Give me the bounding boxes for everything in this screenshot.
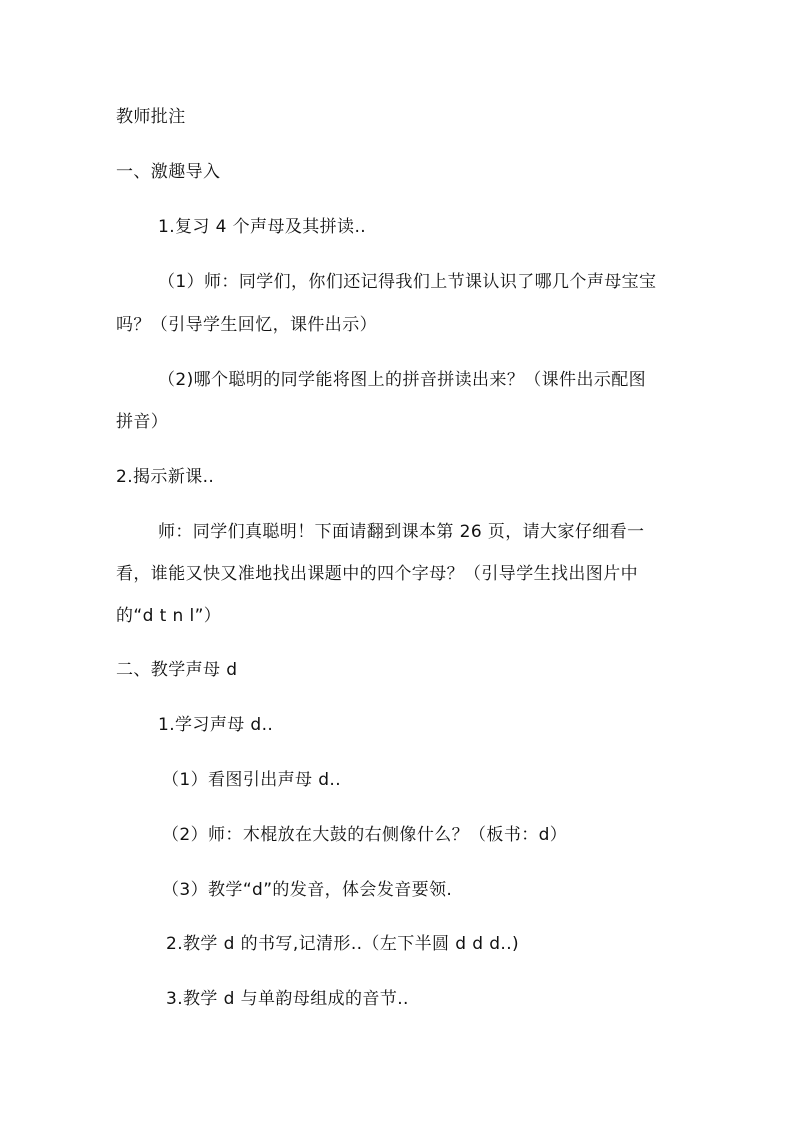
list-item: （1）看图引出声母 d.. bbox=[162, 770, 342, 790]
subsection-2-3: 3.教学 d 与单韵母组成的音节.. bbox=[166, 989, 409, 1009]
list-item: （3）教学“d”的发音，体会发音要领. bbox=[162, 880, 453, 900]
subsection-1-1: 1.复习 4 个声母及其拼读.. bbox=[158, 217, 367, 237]
paragraph-line: 吗？（引导学生回忆，课件出示） bbox=[116, 315, 377, 335]
notes-heading: 教师批注 bbox=[116, 107, 186, 127]
list-item: （2）师：木棍放在大鼓的右侧像什么？（板书：d） bbox=[162, 825, 568, 845]
section-heading-1: 一、激趣导入 bbox=[116, 162, 221, 182]
paragraph-line: 的“d t n l”） bbox=[116, 606, 222, 626]
paragraph-line: （2)哪个聪明的同学能将图上的拼音拼读出来？（课件出示配图 bbox=[158, 370, 647, 390]
paragraph-line: （1）师：同学们，你们还记得我们上节课认识了哪几个声母宝宝 bbox=[158, 272, 657, 292]
subsection-2-2: 2.教学 d 的书写,记清形..（左下半圆 d d d..) bbox=[166, 934, 520, 954]
paragraph-line: 拼音） bbox=[116, 412, 169, 432]
paragraph-line: 师：同学们真聪明！下面请翻到课本第 26 页，请大家仔细看一 bbox=[158, 522, 645, 542]
subsection-2-1: 1.学习声母 d.. bbox=[158, 715, 274, 735]
section-heading-2: 二、教学声母 d bbox=[116, 660, 238, 680]
subsection-1-2: 2.揭示新课.. bbox=[116, 467, 215, 487]
paragraph-line: 看，谁能又快又准地找出课题中的四个字母？（引导学生找出图片中 bbox=[116, 564, 638, 584]
